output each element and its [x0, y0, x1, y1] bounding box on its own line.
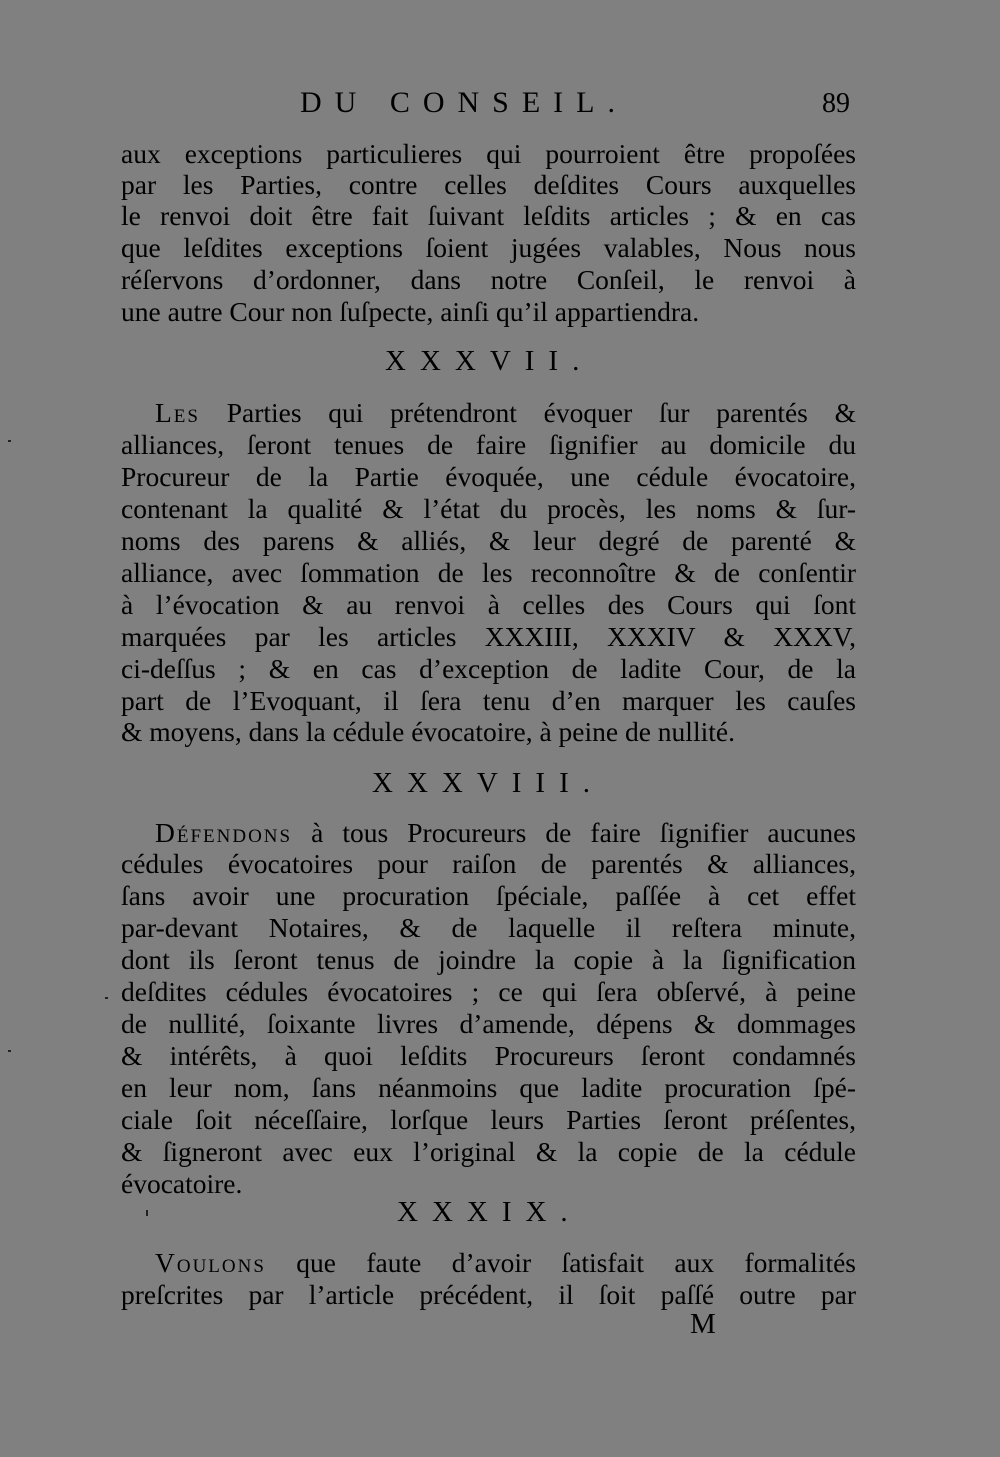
print-speck	[8, 1050, 11, 1052]
text-line: contenant la qualité & l’état du procès, les noms & ſur-	[121, 493, 856, 524]
running-head: DU CONSEIL.	[300, 86, 628, 119]
text-line: ciale ſoit néceſſaire, lorſque leurs Parties ſeront préſentes,	[121, 1104, 856, 1135]
text-line: dont ils ſeront tenus de joindre la copie à la ſignification	[121, 944, 856, 975]
catchword: M	[690, 1308, 716, 1340]
page-number: 89	[822, 88, 850, 119]
line-text: à tous Procureurs de faire ſignifier aucunes	[292, 817, 856, 848]
text-line: & ſigneront avec eux l’original & la copie de la cédule	[121, 1136, 856, 1167]
line-text: que faute d’avoir ſatisfait aux formalités	[265, 1247, 856, 1278]
text-line: cédules évocatoires pour raiſon de parentés & alliances,	[121, 848, 856, 879]
lead-word: Défendons	[155, 817, 293, 848]
text-line: deſdites cédules évocatoires ; ce qui ſera obſervé, à peine	[121, 976, 856, 1007]
print-speck	[146, 1210, 148, 1216]
article-heading: XXXVIII.	[372, 767, 604, 799]
text-line: alliances, ſeront tenues de faire ſignifier au domicile du	[121, 429, 856, 460]
lead-word: Voulons	[155, 1247, 266, 1278]
text-line: alliance, avec ſommation de les reconnoître & de conſentir	[121, 557, 856, 588]
print-speck	[8, 440, 11, 442]
article-heading: XXXIX.	[397, 1196, 582, 1228]
text-line: par les Parties, contre celles deſdites Cours auxquelles	[121, 169, 856, 200]
text-line	[155, 817, 856, 849]
lead-word: Les	[155, 397, 200, 428]
text-line: marquées par les articles XXXIII, XXXIV & XXXV,	[121, 621, 856, 652]
text-line: preſcrites par l’article précédent, il ſoit paſſé outre par	[121, 1279, 856, 1310]
text-line: à l’évocation & au renvoi à celles des Cours qui ſont	[121, 589, 856, 620]
text-line: part de l’Evoquant, il ſera tenu d’en marquer les cauſes	[121, 685, 856, 716]
text-line: que leſdites exceptions ſoient jugées valables, Nous nous	[121, 232, 856, 263]
text-line: Procureur de la Partie évoquée, une cédule évocatoire,	[121, 461, 856, 492]
text-line: le renvoi doit être fait ſuivant leſdits articles ; & en cas	[121, 200, 856, 231]
line-text: Parties qui prétendront évoquer ſur parentés &	[199, 397, 856, 428]
text-line: une autre Cour non ſuſpecte, ainſi qu’il appartiendra.	[121, 296, 700, 327]
text-line: réſervons d’ordonner, dans notre Conſeil, le renvoi à	[121, 264, 856, 295]
text-line: évocatoire.	[121, 1168, 243, 1199]
text-line	[155, 397, 856, 429]
text-line: en leur nom, ſans néanmoins que ladite procuration ſpé-	[121, 1072, 856, 1103]
text-line: & intérêts, à quoi leſdits Procureurs ſeront condamnés	[121, 1040, 856, 1071]
text-line: par-devant Notaires, & de laquelle il reſtera minute,	[121, 912, 856, 943]
text-line: noms des parens & alliés, & leur degré de parenté &	[121, 525, 856, 556]
text-line: ci-deſſus ; & en cas d’exception de ladite Cour, de la	[121, 653, 856, 684]
article-heading: XXXVII.	[385, 345, 594, 377]
text-line: aux exceptions particulieres qui pourroient être propoſées	[121, 138, 856, 169]
text-line	[155, 1247, 856, 1279]
text-line: de nullité, ſoixante livres d’amende, dépens & dommages	[121, 1008, 856, 1039]
print-speck	[105, 997, 108, 999]
text-line: & moyens, dans la cédule évocatoire, à peine de nullité.	[121, 716, 735, 747]
text-line: ſans avoir une procuration ſpéciale, paſſée à cet effet	[121, 880, 856, 911]
